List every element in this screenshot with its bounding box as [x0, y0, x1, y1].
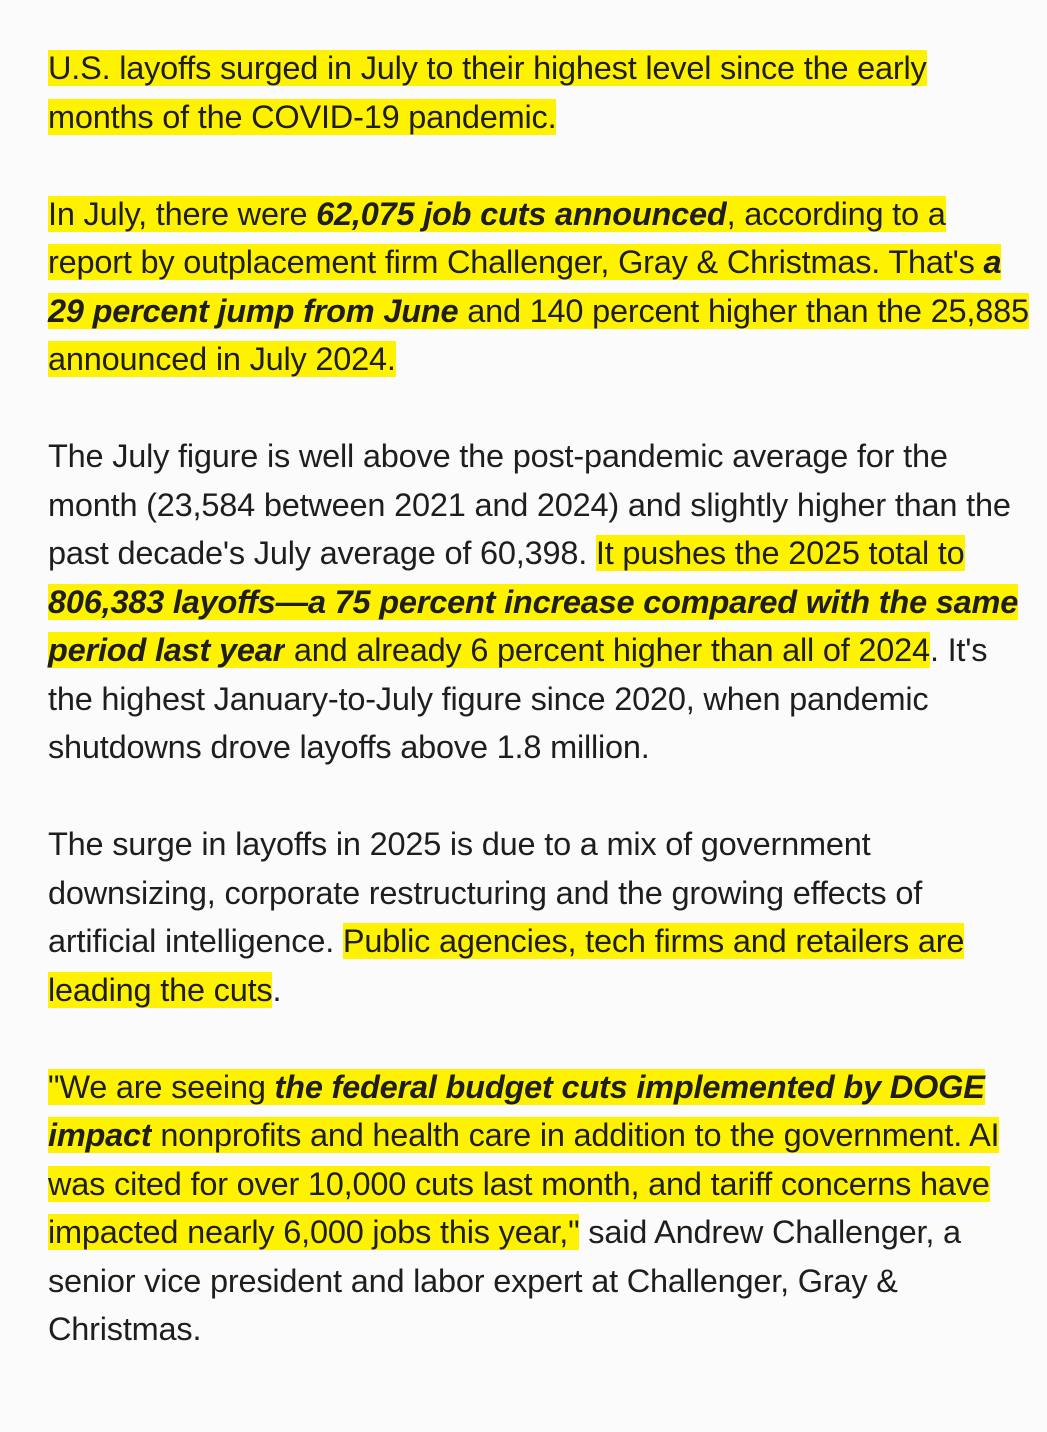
paragraph-2 — [48, 190, 1033, 384]
highlighted-text: In July, there were — [48, 195, 317, 232]
paragraph-5 — [48, 1063, 1033, 1354]
body-text: . — [272, 971, 282, 1008]
paragraph-4 — [48, 820, 1033, 1014]
highlighted-text: U.S. layoffs surged in July to their highest level since the early months of the COVID-19 pandemic. — [48, 50, 927, 135]
paragraph-3 — [48, 432, 1033, 772]
body-text: The surge in layoffs in 2025 is due to a mix of government downsizing, corporate restructuring and the growing effects of artificial intelligence. — [48, 826, 923, 959]
emphasized-highlighted-text: a 29 percent jump from June — [48, 244, 1002, 329]
article-body — [48, 44, 1033, 1402]
highlighted-text: Public agencies, tech firms and retailers are leading the cuts — [48, 923, 965, 1008]
highlighted-text: and 140 percent higher than the 25,885 announced in July 2024. — [48, 292, 1029, 377]
body-text: said Andrew Challenger, a senior vice president and labor expert at Challenger, Gray & Christmas. — [48, 1214, 961, 1347]
highlighted-text: nonprofits and health care in addition to the government. AI was cited for over 10,000 cuts last month, and tariff concerns have impacted nearly 6,000 jobs this year," — [48, 1117, 1000, 1250]
body-text: . It's the highest January-to-July figure since 2020, when pandemic shutdowns drove layoffs above 1.8 million. — [48, 632, 988, 765]
paragraph-1 — [48, 44, 1033, 141]
highlighted-text: , according to a report by outplacement firm Challenger, Gray & Christmas. That's — [48, 195, 984, 280]
highlighted-text: It pushes the 2025 total to — [595, 535, 965, 571]
highlighted-text: "We are seeing — [48, 1068, 275, 1105]
emphasized-highlighted-text: 62,075 job cuts announced — [316, 195, 727, 232]
body-text: The July figure is well above the post-pandemic average for the month (23,584 between 2021 and 2024) and slightly higher than the past decade's July average of 60,398. — [48, 438, 1011, 571]
highlighted-text: and already 6 percent higher than all of 2024 — [285, 632, 930, 668]
emphasized-highlighted-text: 806,383 layoffs—a 75 percent increase compared with the same period last year — [48, 583, 1019, 668]
emphasized-highlighted-text: the federal budget cuts implemented by DOGE impact — [48, 1068, 985, 1153]
